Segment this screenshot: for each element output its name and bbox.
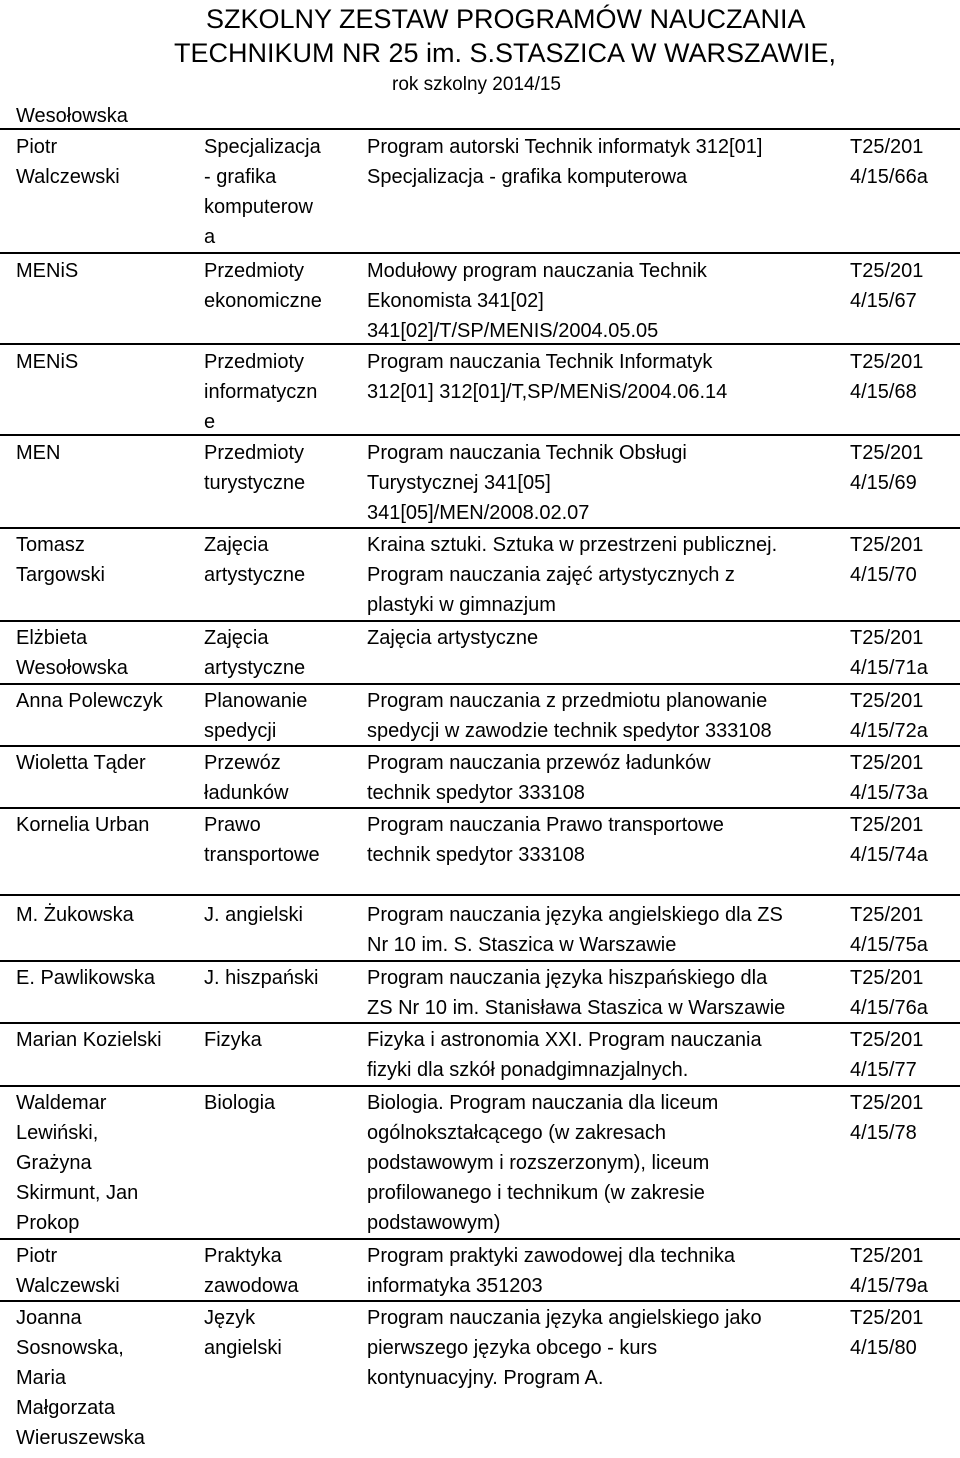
school-name: TECHNIKUM NR 25 im. S.STASZICA W WARSZAWIE,	[174, 38, 837, 68]
program-title-cell: Program nauczania Prawo transportowe technik spedytor 333108	[367, 814, 724, 866]
program-title-cell: Program nauczania języka angielskiego dla ZS Nr 10 im. S. Staszica w Warszawie	[367, 904, 783, 956]
subject-cell: Przedmioty turystyczne	[204, 442, 306, 494]
subject-cell: Przewóz ładunków	[204, 752, 289, 804]
program-title-cell: Program nauczania Technik Obsługi Turystycznej 341[05] 341[05]/MEN/2008.02.07	[367, 442, 687, 524]
program-title-cell: Biologia. Program nauczania dla liceum ogólnokształcącego (w zakresach podstawowym i rozszerzonym), liceum profilowanego i technikum (w zakresie podstawowym)	[367, 1092, 719, 1234]
program-code-cell: T25/201 4/15/72a	[850, 690, 928, 742]
teacher-name-cell: Piotr Walczewski	[16, 1245, 120, 1297]
school-year: rok szkolny 2014/15	[392, 74, 561, 95]
subject-cell: Język angielski	[204, 1307, 282, 1359]
program-title-cell: Program nauczania języka hiszpańskiego dla ZS Nr 10 im. Stanisława Staszica w Warszawie	[367, 967, 786, 1019]
program-title-cell: Program autorski Technik informatyk 312[01] Specjalizacja - grafika komputerowa	[367, 136, 763, 188]
teacher-name-cell: Piotr Walczewski	[16, 136, 120, 188]
subject-cell: J. hiszpański	[204, 967, 319, 989]
program-code-cell: T25/201 4/15/70	[850, 534, 924, 586]
row-divider	[0, 1085, 960, 1087]
program-code-cell: T25/201 4/15/73a	[850, 752, 928, 804]
program-code-cell: T25/201 4/15/77	[850, 1029, 924, 1081]
row-divider	[0, 683, 960, 685]
teacher-name-cell: Wesołowska	[16, 105, 128, 127]
program-title-cell: Zajęcia artystyczne	[367, 627, 539, 649]
subject-cell: Fizyka	[204, 1029, 262, 1051]
program-code-cell: T25/201 4/15/75a	[850, 904, 928, 956]
program-title-cell: Fizyka i astronomia XXI. Program nauczania fizyki dla szkół ponadgimnazjalnych.	[367, 1029, 762, 1081]
program-code-cell: T25/201 4/15/66a	[850, 136, 928, 188]
program-title-cell: Modułowy program nauczania Technik Ekonomista 341[02] 341[02]/T/SP/MENIS/2004.05.05	[367, 260, 707, 342]
subject-cell: Prawo transportowe	[204, 814, 320, 866]
row-divider	[0, 620, 960, 622]
teacher-name-cell: Anna Polewczyk	[16, 690, 163, 712]
program-title-cell: Program nauczania z przedmiotu planowanie spedycji w zawodzie technik spedytor 333108	[367, 690, 772, 742]
teacher-name-cell: M. Żukowska	[16, 904, 134, 926]
program-title-cell: Program nauczania Technik Informatyk 312[01] 312[01]/T,SP/MENiS/2004.06.14	[367, 351, 728, 403]
teacher-name-cell: Marian Kozielski	[16, 1029, 162, 1051]
row-divider	[0, 1238, 960, 1240]
subject-cell: Zajęcia artystyczne	[204, 534, 306, 586]
row-divider	[0, 960, 960, 962]
teacher-name-cell: MENiS	[16, 260, 79, 282]
program-code-cell: T25/201 4/15/69	[850, 442, 924, 494]
program-code-cell: T25/201 4/15/68	[850, 351, 924, 403]
subject-cell: Biologia	[204, 1092, 276, 1114]
program-code-cell: T25/201 4/15/71a	[850, 627, 928, 679]
teacher-name-cell: Waldemar Lewiński, Grażyna Skirmunt, Jan Prokop	[16, 1092, 139, 1234]
program-title-cell: Kraina sztuki. Sztuka w przestrzeni publicznej. Program nauczania zajęć artystycznych z plastyki w gimnazjum	[367, 534, 778, 616]
teacher-name-cell: Kornelia Urban	[16, 814, 150, 836]
row-divider	[0, 894, 960, 896]
program-title-cell: Program praktyki zawodowej dla technika informatyka 351203	[367, 1245, 735, 1297]
subject-cell: Przedmioty informatyczn e	[204, 351, 318, 433]
teacher-name-cell: Joanna Sosnowska, Maria Małgorzata Wieruszewska	[16, 1307, 145, 1449]
teacher-name-cell: Wioletta Tąder	[16, 752, 146, 774]
teacher-name-cell: MEN	[16, 442, 61, 464]
program-title-cell: Program nauczania przewóz ładunków technik spedytor 333108	[367, 752, 711, 804]
program-code-cell: T25/201 4/15/78	[850, 1092, 924, 1144]
document-title: SZKOLNY ZESTAW PROGRAMÓW NAUCZANIA	[206, 4, 806, 34]
subject-cell: Praktyka zawodowa	[204, 1245, 299, 1297]
program-code-cell: T25/201 4/15/74a	[850, 814, 928, 866]
subject-cell: Planowanie spedycji	[204, 690, 308, 742]
subject-cell: J. angielski	[204, 904, 303, 926]
subject-cell: Zajęcia artystyczne	[204, 627, 306, 679]
teacher-name-cell: Tomasz Targowski	[16, 534, 105, 586]
program-code-cell: T25/201 4/15/67	[850, 260, 924, 312]
row-divider	[0, 434, 960, 436]
program-code-cell: T25/201 4/15/76a	[850, 967, 928, 1019]
program-code-cell: T25/201 4/15/79a	[850, 1245, 928, 1297]
program-title-cell: Program nauczania języka angielskiego jako pierwszego języka obcego - kurs kontynuacyjny. Program A.	[367, 1307, 762, 1389]
program-code-cell: T25/201 4/15/80	[850, 1307, 924, 1359]
teacher-name-cell: Elżbieta Wesołowska	[16, 627, 128, 679]
teacher-name-cell: E. Pawlikowska	[16, 967, 155, 989]
subject-cell: Specjalizacja - grafika komputerow a	[204, 136, 321, 248]
subject-cell: Przedmioty ekonomiczne	[204, 260, 322, 312]
teacher-name-cell: MENiS	[16, 351, 79, 373]
row-divider	[0, 252, 960, 254]
